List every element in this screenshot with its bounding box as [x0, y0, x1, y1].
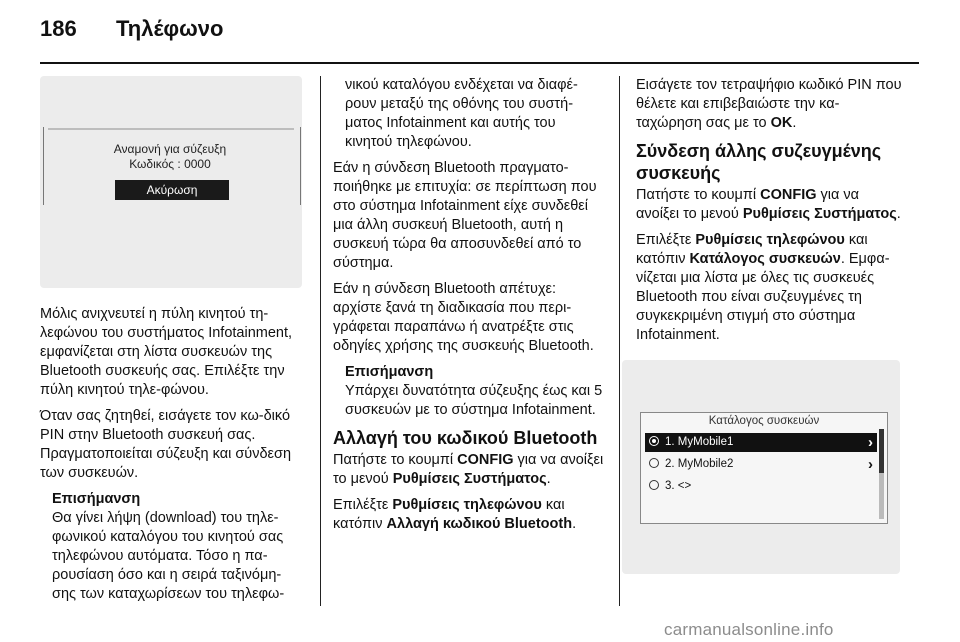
column-2: [333, 76, 605, 541]
note-text: Θα γίνει λήψη (download) του τηλε-φωνικού καταλόγου του κινητού σας τηλεφώνου αυτόματα. Τόσο η πα-ρουσίαση όσο και η σειρά ταξινόμη-σης των καταχωρίσεων του τηλεφω-: [52, 510, 285, 602]
text: για να ανοίξει το μενού: [333, 452, 604, 487]
text: .: [896, 206, 901, 222]
menu-ref: Κατάλογος συσκευών: [689, 251, 841, 267]
note-title: Επισήμανση: [52, 491, 141, 507]
text: Επιλέξτε: [636, 232, 696, 248]
text: και κατόπιν: [333, 497, 565, 532]
device-list-item: [645, 455, 877, 474]
section-heading-change-code: Αλλαγή του κωδικού Bluetooth: [333, 428, 598, 448]
text: Επιλέξτε: [333, 497, 393, 513]
note-title: Επισήμανση: [345, 364, 434, 380]
note: [333, 363, 605, 420]
page-title: Τηλέφωνο: [116, 16, 224, 41]
paragraph: [636, 231, 904, 345]
text: Πατήστε το κουμπί: [636, 187, 761, 203]
menu-ref: Ρυθμίσεις τηλεφώνου: [695, 232, 845, 248]
text: Εισάγετε τον τετραψήφιο κωδικό PIN που θέλετε και επιβεβαιώστε την κα-ταχώρηση σας με το: [636, 77, 902, 131]
cancel-button: Ακύρωση: [115, 180, 229, 200]
pairing-code-label: Κωδικός : 0000: [129, 157, 211, 171]
text: .: [792, 115, 797, 131]
ok-button-ref: OK: [770, 115, 793, 131]
device-list-title: Κατάλογος συσκευών: [708, 415, 820, 427]
device-list-panel: [640, 412, 888, 524]
paragraph: Εάν η σύνδεση Bluetooth απέτυχε: αρχίστε ξανά τη διαδικασία που περι-γράφεται παραπάνω ή ανατρέξτε στις οδηγίες χρήσης της συσκευής Bluetooth.: [333, 281, 594, 354]
text: για να ανοίξει το μενού: [636, 187, 860, 222]
column-divider-2: [619, 76, 620, 606]
radio-icon: [649, 480, 659, 490]
paragraph: [636, 76, 904, 133]
paragraph: Όταν σας ζητηθεί, εισάγετε τον κω-δικό PIN στην Bluetooth συσκευή σας. Πραγματοποιείται σύζευξη και σύνδεση των συσκευών.: [40, 408, 292, 481]
pairing-screen-image: [40, 76, 302, 288]
paragraph: [333, 451, 605, 489]
scrollbar: [879, 429, 884, 519]
text: . Εμφα-νίζεται μια λίστα με όλες τις συσκευές Bluetooth που είναι συζευγμένες τη συγκεκριμένη στιγμή στο σύστημα Infotainment.: [636, 251, 890, 343]
menu-ref: Αλλαγή κωδικού Bluetooth: [386, 516, 573, 532]
chevron-right-icon: ›: [868, 434, 873, 451]
column-3: [636, 76, 904, 352]
paragraph: [333, 496, 605, 534]
pairing-dialog-text: [110, 142, 230, 172]
scrollbar-thumb: [879, 429, 884, 473]
device-list-screen-image: [622, 360, 900, 574]
text: και κατόπιν: [636, 232, 868, 267]
device-name: 2. MyMobile2: [665, 458, 734, 470]
section-heading-connect-device: Σύνδεση άλλης συζευγμένης συσκευής: [636, 141, 882, 183]
menu-ref: Ρυθμίσεις τηλεφώνου: [392, 497, 542, 513]
paragraph: Εάν η σύνδεση Bluetooth πραγματο-ποιήθηκε με επιτυχία: σε περίπτωση που στο σύστημα Infotainment είχε συνδεθεί μια άλλη συσκευή Bluetooth, αυτή η συσκευή τώρα θα αποσυνδεθεί από το σύστημα.: [333, 160, 597, 271]
radio-icon: [649, 458, 659, 468]
paragraph: Μόλις ανιχνευτεί η πύλη κινητού τη-λεφώνου του συστήματος Infotainment, εμφανίζεται στη λίστα συσκευών της Bluetooth συσκευής σας. Επιλέξτε την πύλη κινητού τηλε-φώνου.: [40, 306, 293, 398]
text: .: [572, 516, 577, 532]
page-number: 186: [40, 16, 77, 41]
config-button-ref: CONFIG: [457, 452, 514, 468]
pairing-wait-label: Αναμονή για σύζευξη: [113, 142, 227, 156]
device-list-item: [645, 433, 877, 452]
device-name: 3. <>: [665, 480, 692, 492]
note-text: νικού καταλόγου ενδέχεται να διαφέ-ρουν μεταξύ της οθόνης του συστή-ματος Infotainment και αυτής του κινητού τηλεφώνου.: [345, 77, 578, 150]
chevron-right-icon: ›: [868, 456, 873, 473]
note-continued: [333, 76, 605, 152]
header-rule: [40, 62, 919, 64]
note: [40, 490, 305, 604]
note-text: Υπάρχει δυνατότητα σύζευξης έως και 5 συσκευών με το σύστημα Infotainment.: [345, 383, 603, 418]
column-divider-1: [320, 76, 321, 606]
menu-ref: Ρυθμίσεις Συστήματος: [742, 206, 897, 222]
paragraph: [636, 186, 904, 224]
config-button-ref: CONFIG: [760, 187, 817, 203]
radio-selected-icon: [649, 436, 659, 446]
device-list-item: [645, 477, 877, 496]
device-name: 1. MyMobile1: [665, 436, 734, 448]
text: Πατήστε το κουμπί: [333, 452, 458, 468]
column-1: [40, 305, 305, 611]
watermark: carmanualsonline.info: [664, 620, 834, 639]
text: .: [546, 471, 551, 487]
menu-ref: Ρυθμίσεις Συστήματος: [392, 471, 547, 487]
